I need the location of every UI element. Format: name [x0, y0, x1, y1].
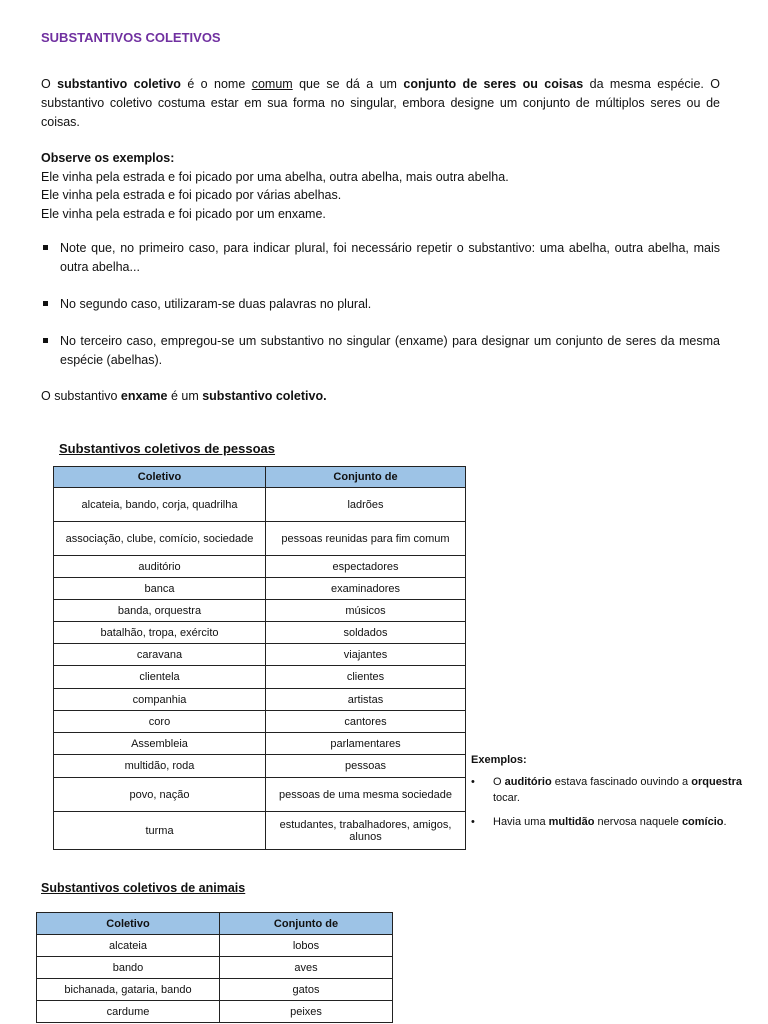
table-row	[54, 522, 466, 556]
cell-group: ladrões	[266, 488, 466, 522]
table-row	[54, 778, 466, 812]
cell-group: lobos	[220, 935, 393, 957]
cell-group: peixes	[220, 1001, 393, 1023]
cell-collective: batalhão, tropa, exército	[54, 622, 266, 644]
intro-paragraph: O substantivo coletivo é o nome comum que se dá a um conjunto de seres ou coisas da mesma espécie. O substantivo coletivo costuma estar em sua forma no singular, embora designe um conjunto de múltiplos seres ou de coisas.	[41, 77, 720, 129]
example-line: Ele vinha pela estrada e foi picado por uma abelha, outra abelha, mais outra abelha.	[41, 169, 509, 184]
cell-collective: alcateia, bando, corja, quadrilha	[54, 488, 266, 522]
cell-collective: auditório	[54, 556, 266, 578]
column-header: Conjunto de	[266, 467, 466, 488]
cell-group: estudantes, trabalhadores, amigos, alunos	[266, 812, 466, 850]
column-header: Conjunto de	[220, 913, 393, 935]
page-title: SUBSTANTIVOS COLETIVOS	[41, 30, 221, 45]
table-row	[54, 644, 466, 666]
cell-group: músicos	[266, 600, 466, 622]
table-row	[54, 578, 466, 600]
cell-collective: cardume	[37, 1001, 220, 1023]
table-row	[37, 1001, 393, 1023]
column-header: Coletivo	[54, 467, 266, 488]
note-item: Note que, no primeiro caso, para indicar plural, foi necessário repetir o substantivo: uma abelha, outra abelha, mais outra abelha...	[41, 239, 720, 277]
people-collectives-table	[53, 466, 466, 850]
table-row	[54, 556, 466, 578]
table-row	[54, 600, 466, 622]
table-row	[37, 979, 393, 1001]
cell-collective: coro	[54, 711, 266, 733]
example-line: Ele vinha pela estrada e foi picado por um enxame.	[41, 206, 326, 221]
examples-heading: Observe os exemplos:	[41, 151, 175, 165]
table-header-row	[54, 467, 466, 488]
cell-group: viajantes	[266, 644, 466, 666]
table-row	[54, 711, 466, 733]
column-header: Coletivo	[37, 913, 220, 935]
examples-sidebar	[471, 752, 742, 838]
animals-section-title: Substantivos coletivos de animais	[41, 881, 246, 895]
cell-group: cantores	[266, 711, 466, 733]
cell-group: pessoas de uma mesma sociedade	[266, 778, 466, 812]
cell-group: examinadores	[266, 578, 466, 600]
sidebar-examples-list	[471, 774, 742, 830]
sidebar-heading: Exemplos:	[471, 754, 527, 766]
table-row	[54, 689, 466, 711]
notes-list	[41, 239, 720, 370]
note-item: No segundo caso, utilizaram-se duas palavras no plural.	[41, 295, 720, 314]
cell-group: soldados	[266, 622, 466, 644]
cell-collective: alcateia	[37, 935, 220, 957]
cell-collective: associação, clube, comício, sociedade	[54, 522, 266, 556]
table-row	[37, 957, 393, 979]
cell-group: pessoas	[266, 755, 466, 778]
cell-collective: bichanada, gataria, bando	[37, 979, 220, 1001]
cell-collective: companhia	[54, 689, 266, 711]
cell-collective: turma	[54, 812, 266, 850]
table-row	[54, 812, 466, 850]
cell-group: parlamentares	[266, 733, 466, 755]
examples-block	[41, 149, 720, 223]
table-header-row	[37, 913, 393, 935]
cell-collective: Assembleia	[54, 733, 266, 755]
animals-collectives-table	[36, 912, 393, 1023]
table-row	[37, 935, 393, 957]
table-row	[54, 666, 466, 689]
note-item: No terceiro caso, empregou-se um substantivo no singular (enxame) para designar um conjunto de seres da mesma espécie (abelhas).	[41, 332, 720, 370]
cell-group: espectadores	[266, 556, 466, 578]
cell-collective: clientela	[54, 666, 266, 689]
cell-group: aves	[220, 957, 393, 979]
sidebar-example: • Havia uma multidão nervosa naquele comício.	[471, 814, 742, 830]
cell-collective: banda, orquestra	[54, 600, 266, 622]
people-section-title: Substantivos coletivos de pessoas	[59, 441, 276, 456]
cell-group: gatos	[220, 979, 393, 1001]
cell-collective: banca	[54, 578, 266, 600]
cell-group: clientes	[266, 666, 466, 689]
example-line: Ele vinha pela estrada e foi picado por várias abelhas.	[41, 188, 342, 202]
sidebar-example: • O auditório estava fascinado ouvindo a orquestra tocar.	[471, 774, 742, 806]
conclusion-paragraph: O substantivo enxame é um substantivo coletivo.	[41, 389, 327, 403]
table-row	[54, 622, 466, 644]
table-row	[54, 755, 466, 778]
cell-group: pessoas reunidas para fim comum	[266, 522, 466, 556]
cell-group: artistas	[266, 689, 466, 711]
cell-collective: povo, nação	[54, 778, 266, 812]
cell-collective: multidão, roda	[54, 755, 266, 778]
cell-collective: caravana	[54, 644, 266, 666]
table-row	[54, 733, 466, 755]
cell-collective: bando	[37, 957, 220, 979]
table-row	[54, 488, 466, 522]
